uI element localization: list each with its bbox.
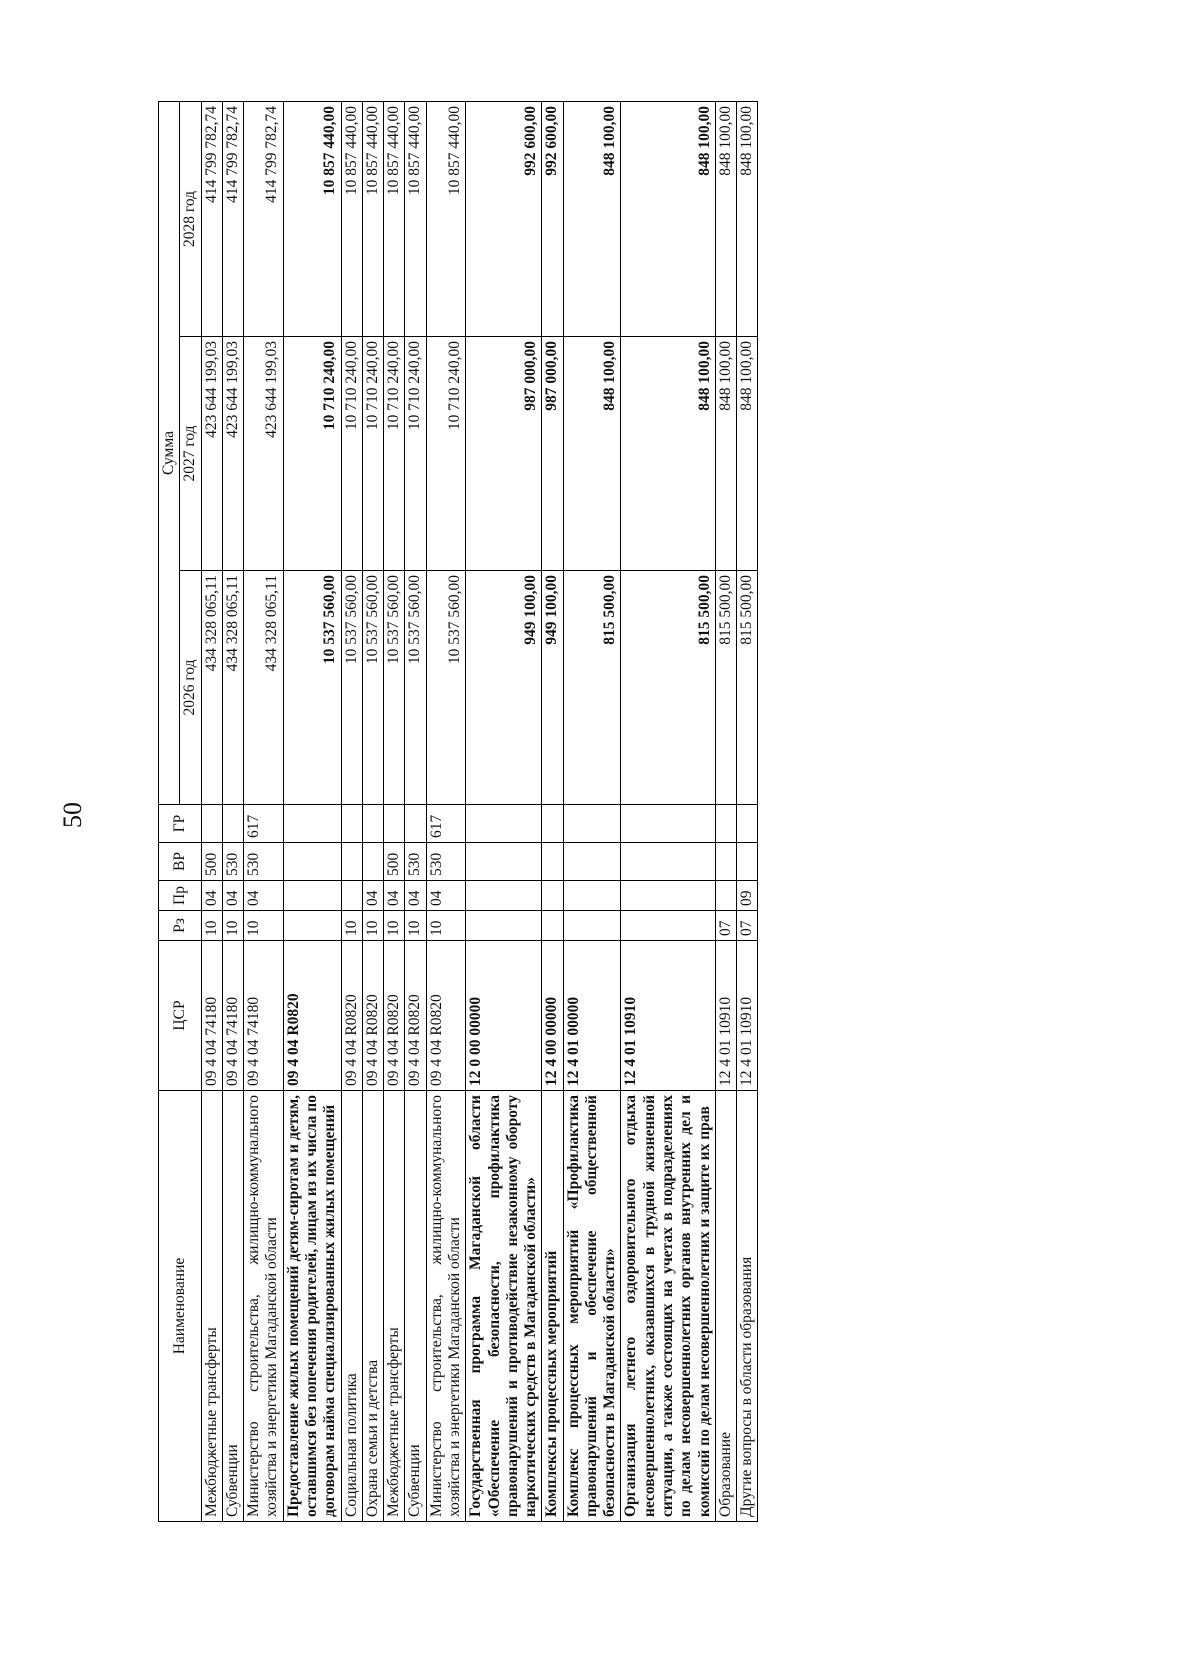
row-2027: 848 100,00 xyxy=(621,337,715,571)
row-rz: 10 xyxy=(384,911,405,941)
row-gr xyxy=(542,805,563,843)
row-2026: 949 100,00 xyxy=(466,571,542,805)
row-csr: 12 4 00 00000 xyxy=(542,941,563,1091)
row-2027: 848 100,00 xyxy=(563,337,621,571)
table-row xyxy=(426,101,466,1521)
row-name: Предоставление жилых помещений детям-сиротам и детям, оставшимся без попечения родителей, лицам из их числа по договорам найма специализированных жилых помещений xyxy=(283,1091,341,1522)
row-pr xyxy=(341,881,362,911)
row-2028: 10 857 440,00 xyxy=(426,101,466,336)
row-name: Министерство строительства, жилищно-коммунального хозяйства и энергетики Магаданской области xyxy=(426,1091,466,1522)
row-2026: 949 100,00 xyxy=(542,571,563,805)
row-2028: 10 857 440,00 xyxy=(283,101,341,336)
row-2026: 434 328 065,11 xyxy=(222,571,243,805)
row-vr xyxy=(737,843,758,881)
table-row xyxy=(384,101,405,1521)
header-rz: Рз xyxy=(159,911,202,941)
row-vr xyxy=(341,843,362,881)
row-vr: 530 xyxy=(405,843,426,881)
row-2026: 10 537 560,00 xyxy=(283,571,341,805)
row-2027: 10 710 240,00 xyxy=(362,337,383,571)
row-gr xyxy=(362,805,383,843)
row-pr: 04 xyxy=(405,881,426,911)
table-row xyxy=(341,101,362,1521)
header-gr: ГР xyxy=(159,805,202,843)
row-pr: 04 xyxy=(362,881,383,911)
table-row xyxy=(201,101,222,1521)
row-gr: 617 xyxy=(426,805,466,843)
row-rz: 10 xyxy=(405,911,426,941)
row-2027: 423 644 199,03 xyxy=(244,337,284,571)
row-2028: 414 799 782,74 xyxy=(244,101,284,336)
row-2026: 434 328 065,11 xyxy=(201,571,222,805)
row-2027: 423 644 199,03 xyxy=(201,337,222,571)
row-gr xyxy=(466,805,542,843)
row-vr xyxy=(362,843,383,881)
row-gr xyxy=(283,805,341,843)
row-pr: 04 xyxy=(426,881,466,911)
row-rz: 07 xyxy=(737,911,758,941)
row-csr: 12 4 01 10910 xyxy=(621,941,715,1091)
row-2028: 10 857 440,00 xyxy=(362,101,383,336)
row-name: Субвенции xyxy=(222,1091,243,1522)
table-row xyxy=(563,101,621,1521)
row-name: Организация летнего оздоровительного отдыха несовершеннолетних, оказавшихся в трудной жизненной ситуации, а также состоящих на учетах в подразделениях по делам несовершеннолетних органов внутренних дел и комиссий по делам несовершеннолетних и защите их прав xyxy=(621,1091,715,1522)
table-row xyxy=(405,101,426,1521)
row-rz: 10 xyxy=(201,911,222,941)
row-name: Комплекс процессных мероприятий «Профилактика правонарушений и обеспечение общественной безопасности в Магаданской области» xyxy=(563,1091,621,1522)
header-csr: ЦСР xyxy=(159,941,202,1091)
row-2027: 10 710 240,00 xyxy=(283,337,341,571)
row-rz: 10 xyxy=(426,911,466,941)
row-2027: 10 710 240,00 xyxy=(384,337,405,571)
row-vr: 500 xyxy=(384,843,405,881)
row-vr: 530 xyxy=(222,843,243,881)
row-csr: 09 4 04 R0820 xyxy=(405,941,426,1091)
row-name: Образование xyxy=(715,1091,736,1522)
table-body xyxy=(201,101,758,1521)
row-2026: 815 500,00 xyxy=(737,571,758,805)
header-pr: Пр xyxy=(159,881,202,911)
row-gr xyxy=(405,805,426,843)
row-name: Межбюджетные трансферты xyxy=(201,1091,222,1522)
row-name: Комплексы процессных мероприятий xyxy=(542,1091,563,1522)
row-csr: 12 4 01 10910 xyxy=(715,941,736,1091)
row-2027: 423 644 199,03 xyxy=(222,337,243,571)
row-2026: 10 537 560,00 xyxy=(426,571,466,805)
row-gr xyxy=(341,805,362,843)
row-2026: 10 537 560,00 xyxy=(362,571,383,805)
row-2028: 848 100,00 xyxy=(715,101,736,336)
row-2028: 10 857 440,00 xyxy=(405,101,426,336)
row-vr xyxy=(283,843,341,881)
row-pr xyxy=(466,881,542,911)
header-sum: Сумма xyxy=(159,101,180,804)
header-name: Наименование xyxy=(159,1091,202,1522)
row-name: Субвенции xyxy=(405,1091,426,1522)
row-rz: 07 xyxy=(715,911,736,941)
row-2028: 414 799 782,74 xyxy=(201,101,222,336)
row-2028: 992 600,00 xyxy=(466,101,542,336)
table-row xyxy=(542,101,563,1521)
row-2028: 10 857 440,00 xyxy=(384,101,405,336)
row-2028: 992 600,00 xyxy=(542,101,563,336)
row-vr xyxy=(621,843,715,881)
table-row xyxy=(466,101,542,1521)
table-row xyxy=(715,101,736,1521)
budget-table xyxy=(158,101,758,1522)
row-name: Другие вопросы в области образования xyxy=(737,1091,758,1522)
page-number: 50 xyxy=(58,802,87,828)
row-vr xyxy=(563,843,621,881)
row-2026: 10 537 560,00 xyxy=(405,571,426,805)
row-pr: 04 xyxy=(201,881,222,911)
row-rz: 10 xyxy=(341,911,362,941)
row-2027: 987 000,00 xyxy=(542,337,563,571)
row-pr: 04 xyxy=(244,881,284,911)
row-vr xyxy=(466,843,542,881)
row-pr: 09 xyxy=(737,881,758,911)
row-gr xyxy=(715,805,736,843)
row-2028: 10 857 440,00 xyxy=(341,101,362,336)
row-pr: 04 xyxy=(222,881,243,911)
row-csr: 09 4 04 74180 xyxy=(201,941,222,1091)
table-row xyxy=(222,101,243,1521)
row-gr xyxy=(737,805,758,843)
row-2027: 10 710 240,00 xyxy=(341,337,362,571)
row-rz xyxy=(621,911,715,941)
row-name: Межбюджетные трансферты xyxy=(384,1091,405,1522)
row-vr: 530 xyxy=(426,843,466,881)
row-2028: 848 100,00 xyxy=(621,101,715,336)
row-vr xyxy=(715,843,736,881)
row-gr xyxy=(384,805,405,843)
row-rz xyxy=(466,911,542,941)
row-csr: 09 4 04 R0820 xyxy=(341,941,362,1091)
row-rz xyxy=(563,911,621,941)
row-name: Государственная программа Магаданской области «Обеспечение безопасности, профилактика правонарушений и противодействие незаконному обороту наркотических средств в Магаданской области» xyxy=(466,1091,542,1522)
row-2027: 848 100,00 xyxy=(737,337,758,571)
header-2027: 2027 год xyxy=(180,337,201,571)
row-name: Министерство строительства, жилищно-коммунального хозяйства и энергетики Магаданской области xyxy=(244,1091,284,1522)
row-rz: 10 xyxy=(244,911,284,941)
header-2026: 2026 год xyxy=(180,571,201,805)
header-2028: 2028 год xyxy=(180,101,201,336)
row-2027: 10 710 240,00 xyxy=(405,337,426,571)
row-vr xyxy=(542,843,563,881)
row-rz xyxy=(542,911,563,941)
row-name: Социальная политика xyxy=(341,1091,362,1522)
row-vr: 500 xyxy=(201,843,222,881)
table-row xyxy=(283,101,341,1521)
row-name: Охрана семьи и детства xyxy=(362,1091,383,1522)
row-2028: 414 799 782,74 xyxy=(222,101,243,336)
rotated-table-container xyxy=(158,102,1078,1522)
row-gr xyxy=(222,805,243,843)
row-csr: 12 4 01 10910 xyxy=(737,941,758,1091)
row-csr: 09 4 04 74180 xyxy=(244,941,284,1091)
row-2026: 10 537 560,00 xyxy=(384,571,405,805)
row-2028: 848 100,00 xyxy=(737,101,758,336)
row-csr: 09 4 04 R0820 xyxy=(362,941,383,1091)
row-csr: 09 4 04 R0820 xyxy=(384,941,405,1091)
row-2026: 10 537 560,00 xyxy=(341,571,362,805)
row-pr xyxy=(542,881,563,911)
row-rz: 10 xyxy=(222,911,243,941)
row-pr xyxy=(621,881,715,911)
row-csr: 09 4 04 74180 xyxy=(222,941,243,1091)
row-2026: 815 500,00 xyxy=(563,571,621,805)
row-gr xyxy=(201,805,222,843)
table-row xyxy=(244,101,284,1521)
row-2028: 848 100,00 xyxy=(563,101,621,336)
row-2026: 815 500,00 xyxy=(715,571,736,805)
row-csr: 12 0 00 00000 xyxy=(466,941,542,1091)
row-2027: 987 000,00 xyxy=(466,337,542,571)
row-2027: 848 100,00 xyxy=(715,337,736,571)
row-2026: 815 500,00 xyxy=(621,571,715,805)
row-csr: 09 4 04 R0820 xyxy=(426,941,466,1091)
row-csr: 09 4 04 R0820 xyxy=(283,941,341,1091)
row-gr: 617 xyxy=(244,805,284,843)
row-pr xyxy=(715,881,736,911)
row-gr xyxy=(621,805,715,843)
row-2026: 434 328 065,11 xyxy=(244,571,284,805)
header-vr: ВР xyxy=(159,843,202,881)
row-pr xyxy=(283,881,341,911)
table-row xyxy=(362,101,383,1521)
row-vr: 530 xyxy=(244,843,284,881)
row-rz: 10 xyxy=(362,911,383,941)
row-rz xyxy=(283,911,341,941)
row-pr: 04 xyxy=(384,881,405,911)
row-pr xyxy=(563,881,621,911)
table-row xyxy=(621,101,715,1521)
row-csr: 12 4 01 00000 xyxy=(563,941,621,1091)
table-row xyxy=(737,101,758,1521)
row-2027: 10 710 240,00 xyxy=(426,337,466,571)
row-gr xyxy=(563,805,621,843)
